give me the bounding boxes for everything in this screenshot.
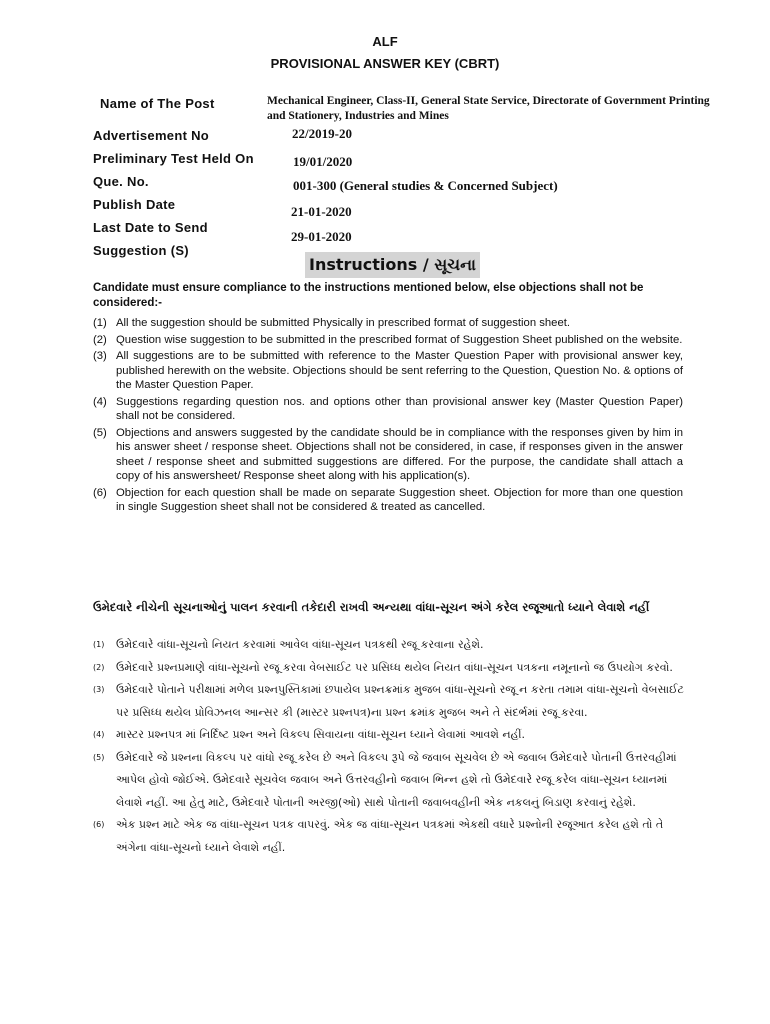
document-title: ALF bbox=[372, 34, 398, 49]
gujarati-instructions-intro: ઉમેદવારે નીચેની સૂચનાઓનું પાલન કરવાની તકેદારી રાખવી અન્યથા વાંધા-સૂચન અંગે કરેલ રજૂઆતો ધ્યાને લેવાશે નહીં bbox=[93, 600, 650, 614]
publish-date-label: Publish Date bbox=[93, 197, 176, 212]
document-subtitle: PROVISIONAL ANSWER KEY (CBRT) bbox=[270, 56, 500, 71]
last-date-value: 29-01-2020 bbox=[291, 229, 352, 244]
post-label: Name of The Post bbox=[100, 96, 215, 111]
instructions-intro: Candidate must ensure compliance to the instructions mentioned below, else objections shall not be considered:- bbox=[93, 282, 644, 309]
item-number: (4) bbox=[93, 395, 107, 408]
item-number: (6) bbox=[93, 820, 105, 829]
prelim-test-label: Preliminary Test Held On bbox=[93, 151, 254, 166]
item-text: All the suggestion should be submitted Physically in prescribed format of suggestion sheet. bbox=[116, 317, 571, 329]
item-text: ઉમેદવારે જે પ્રશ્નના વિકલ્પ પર વાંધો રજૂ કરેલ છે અને વિકલ્પ રૂપે જે જવાબ સૂચવેલ છે એ જવાબ ઉમેદવારે પોતાની ઉત્તરવહીમાં આપેલ હોવો જોઈએ. ઉમેદવારે સૂચવેલ જવાબ અને ઉત્તરવહીનો જવાબ ભિન્ન હશે તો ઉમેદવારે રજૂ કરેલ વાંધા-સૂચન ધ્યાનમાં લેવાશે નહીં. આ હેતુ માટે, ઉમેદવારે પોતાની અરજી(ઓ) સાથે પોતાની જવાબવહીની એક નકલનું બિડાણ કરવાનું રહેશે. bbox=[116, 750, 677, 809]
item-text: Objections and answers suggested by the candidate should be in compliance with the responses given by him in his answer sheet / response sheet. Objections shall not be considered, in case, if responses given in the answer sheet / response sheet and submitted suggestions are differed. For the purpose, the candidate shall attach a copy of his answersheet/ Response sheet along with his application(s). bbox=[116, 426, 683, 482]
question-no-label: Que. No. bbox=[93, 174, 149, 189]
item-number: (3) bbox=[93, 350, 107, 362]
item-number: (2) bbox=[93, 662, 105, 672]
item-text: એક પ્રશ્ન માટે એક જ વાંધા-સૂચન પત્રક વાપરવું. એક જ વાંધા-સૂચન પત્રકમાં એકથી વધારે પ્રશ્નોની રજૂઆત કરેલ હશે તો તે અંગેના વાંધા-સૂચનો ધ્યાને લેવાશે નહીં. bbox=[116, 818, 664, 854]
post-value: Mechanical Engineer, Class-II, General State Service, Directorate of Government Printing and Stationery, Industries and Mines bbox=[267, 95, 710, 122]
instructions-heading: Instructions / સૂચના bbox=[305, 252, 480, 278]
item-text: ઉમેદવારે વાંધા-સૂચનો નિયત કરવામાં આવેલ વાંધા-સૂચન પત્રકથી રજૂ કરવાના રહેશે. bbox=[116, 638, 484, 651]
item-text: ઉમેદવારે પોતાને પરીક્ષામાં મળેલ પ્રશ્નપુસ્તિકામાં છપાયેલ પ્રશ્નક્રમાંક મુજબ વાંધા-સૂચનો રજૂ ન કરતા તમામ વાંધા-સૂચનો વેબસાઈટ પર પ્રસિધ્ધ થયેલ પ્રોવિઝનલ આન્સર કી (માસ્ટર પ્રશ્નપત્ર)ના પ્રશ્ન ક્રમાંક મુજબ અને તે સંદર્ભમાં રજૂ કરવા. bbox=[116, 683, 684, 719]
item-number: (3) bbox=[93, 685, 105, 694]
item-number: (5) bbox=[93, 426, 107, 439]
list-item bbox=[93, 486, 683, 515]
list-item bbox=[93, 333, 683, 348]
advertisement-value: 22/2019-20 bbox=[292, 126, 352, 141]
prelim-test-value: 19/01/2020 bbox=[293, 154, 353, 169]
list-item bbox=[93, 724, 688, 747]
list-item bbox=[93, 814, 688, 859]
last-date-label-line1: Last Date to Send bbox=[93, 220, 208, 235]
advertisement-label: Advertisement No bbox=[93, 128, 210, 143]
list-item bbox=[93, 657, 688, 680]
list-item bbox=[93, 747, 688, 815]
item-number: (6) bbox=[93, 486, 107, 499]
item-text: ઉમેદવારે પ્રશ્નપ્રમાણે વાંધા-સૂચનો રજૂ કરવા વેબસાઈટ પર પ્રસિધ્ધ થયેલ નિયત વાંધા-સૂચન પત્રકના નમૂનાનો જ ઉપયોગ કરવો. bbox=[116, 660, 673, 674]
item-number: (4) bbox=[93, 730, 105, 739]
item-number: (1) bbox=[93, 640, 105, 649]
item-number: (2) bbox=[93, 333, 107, 346]
item-text: માસ્ટર પ્રશ્નપત્ર માં નિર્દિષ્ટ પ્રશ્ન અને વિકલ્પ સિવાયના વાંધા-સૂચન ધ્યાને લેવામાં આવશે નહીં. bbox=[116, 728, 526, 741]
item-text: Question wise suggestion to be submitted in the prescribed format of Suggestion Sheet published on the website. bbox=[116, 333, 683, 346]
item-number: (5) bbox=[93, 752, 105, 762]
list-item bbox=[93, 395, 683, 424]
item-text: All suggestions are to be submitted with reference to the Master Question Paper with provisional answer key, published herewith on the website. Objections should be sent referring to the Question, Question No. & options of the Master Question Paper. bbox=[116, 350, 683, 391]
item-number: (1) bbox=[93, 317, 107, 329]
list-item bbox=[93, 349, 683, 393]
list-item bbox=[93, 316, 683, 331]
list-item bbox=[93, 634, 688, 657]
last-date-label-line2: Suggestion (S) bbox=[93, 243, 189, 258]
english-instructions-list bbox=[93, 316, 683, 517]
list-item bbox=[93, 679, 688, 724]
item-text: Objection for each question shall be made on separate Suggestion sheet. Objection for more than one question in single Suggestion sheet shall not be considered & treated as cancelled. bbox=[116, 486, 683, 513]
publish-date-value: 21-01-2020 bbox=[291, 204, 352, 219]
question-no-value: 001-300 (General studies & Concerned Subject) bbox=[293, 178, 558, 193]
list-item bbox=[93, 426, 683, 484]
gujarati-instructions-list bbox=[93, 634, 688, 859]
item-text: Suggestions regarding question nos. and options other than provisional answer key (Master Question Paper) shall not be considered. bbox=[116, 395, 683, 422]
